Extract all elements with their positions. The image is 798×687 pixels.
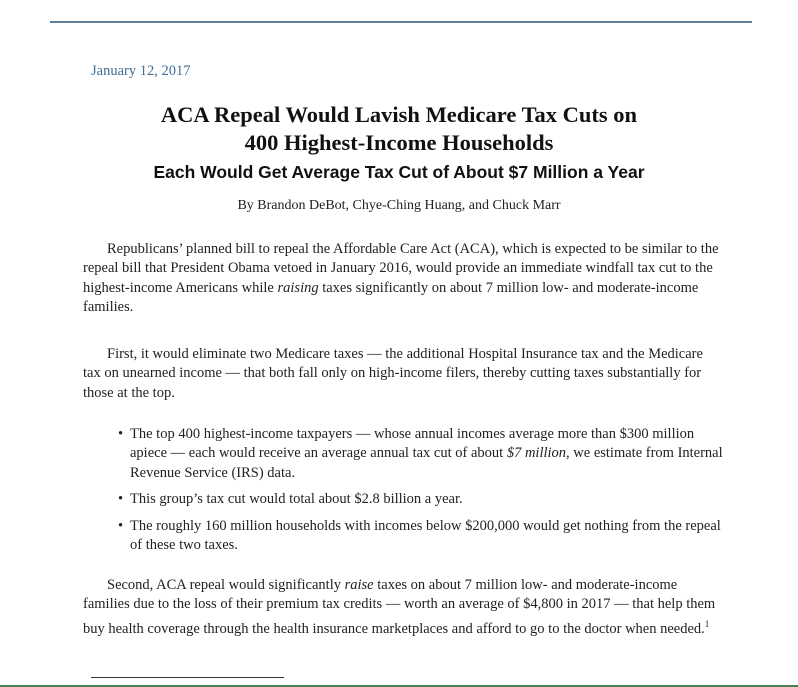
document-title (0, 101, 798, 157)
document-subtitle: Each Would Get Average Tax Cut of About $7 Million a Year (153, 162, 645, 182)
bullet-icon: • (118, 491, 124, 508)
paragraph-second-text-a: Second, ACA repeal would significantly (107, 577, 345, 593)
bullet-3-text: The roughly 160 million households with incomes below $200,000 would get nothing from the repeal of these two taxes. (130, 517, 721, 554)
title-line-1: ACA Repeal Would Lavish Medicare Tax Cuts on (160, 102, 638, 127)
publication-date: January 12, 2017 (91, 63, 191, 79)
bullet-item (118, 490, 733, 509)
bullet-icon: • (118, 426, 124, 442)
bullet-1-emphasis: $7 million (506, 445, 567, 462)
footnote-reference[interactable]: 1 (704, 618, 710, 629)
paragraph-second-point (83, 576, 723, 639)
bullet-item (118, 425, 733, 483)
paragraph-second-emphasis: raise (344, 577, 374, 593)
paragraph-intro (83, 240, 723, 318)
bullet-item (118, 517, 733, 556)
paragraph-intro-emphasis: raising (277, 279, 319, 296)
bullet-list (118, 425, 733, 562)
bullet-icon: • (118, 517, 124, 534)
paragraph-second-text-b: taxes on about 7 million low- and moderate-income families due to the loss of their premium tax credits — worth an average of $4,800 in 2017 — that help them buy health coverage through the health insurance marketplaces and afford to go to the doctor when needed. (83, 577, 716, 637)
bullet-1-text-b: , we estimate from Internal Revenue Service (IRS) data. (130, 445, 723, 481)
byline: By Brandon DeBot, Chye-Ching Huang, and Chuck Marr (237, 198, 561, 213)
header-rule (50, 21, 752, 23)
paragraph-first-point: First, it would eliminate two Medicare taxes — the additional Hospital Insurance tax and the Medicare tax on unearned income — that both fall only on high-income filers, thereby cutting taxes substantially for those at the top. (83, 346, 703, 401)
bullet-1-text-a: The top 400 highest-income taxpayers — whose annual incomes average more than $300 million apiece — each would receive an average annual tax cut of about (130, 426, 695, 462)
paragraph-intro-text-a: Republicans’ planned bill to repeal the Affordable Care Act (ACA), which is expected to be similar to the repeal bill that President Obama vetoed in January 2016, would provide an immediate windfall tax cut to the highest-income Americans while (83, 241, 719, 296)
footnote-separator (91, 677, 284, 678)
bullet-2-text: This group’s tax cut would total about $2.8 billion a year. (130, 491, 463, 508)
title-line-2: 400 Highest-Income Households (244, 130, 554, 155)
paragraph-intro-text-b: taxes significantly on about 7 million low- and moderate-income families. (83, 279, 699, 316)
